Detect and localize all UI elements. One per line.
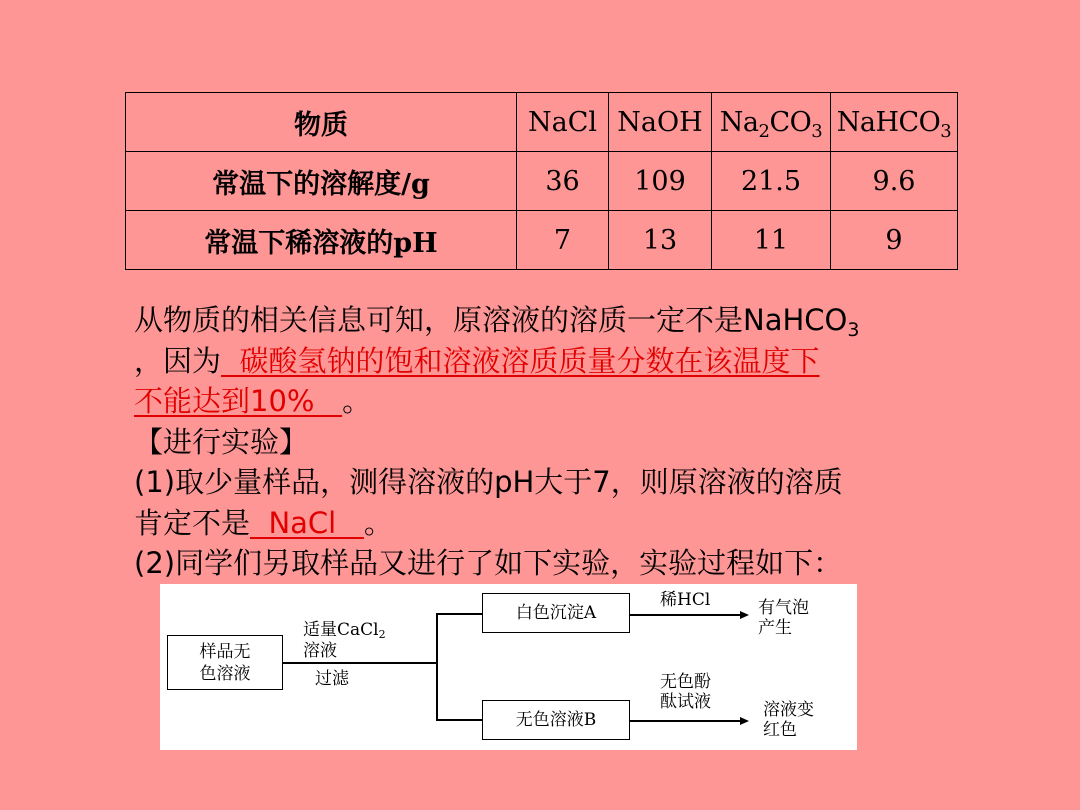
table-cell: 9	[831, 211, 958, 270]
header-na2co3	[712, 93, 831, 152]
table-row-ph	[126, 211, 958, 270]
table-header-row	[126, 93, 958, 152]
table-cell: 109	[609, 152, 712, 211]
reagent-hcl-label: 稀HCl	[660, 590, 711, 610]
table-cell: 9.6	[831, 152, 958, 211]
reagent-phenolphthalein-line-2: 酞试液	[660, 692, 711, 712]
table-cell: 21.5	[712, 152, 831, 211]
properties-table	[125, 92, 958, 270]
reagent-cacl2-label	[303, 620, 386, 640]
text-line-1	[134, 300, 964, 341]
line3-suffix: 。	[342, 384, 372, 418]
table-cell: 36	[517, 152, 609, 211]
row-label-ph: 常温下稀溶液的pH	[126, 211, 517, 270]
result-red-line-1: 溶液变	[763, 700, 814, 720]
line1-formula-sub: 3	[847, 319, 860, 341]
nahco3-sub: 3	[940, 120, 952, 142]
precipitate-box: 白色沉淀A	[482, 593, 630, 633]
step-2: (2)同学们另取样品又进行了如下实验，实验过程如下：	[134, 546, 843, 580]
na2co3-sub-2: 3	[811, 120, 823, 142]
result-bubbles-line-2: 产生	[758, 618, 792, 638]
nahco3-part-a: NaHCO	[836, 106, 941, 138]
step-1-line-1: (1)取少量样品，测得溶液的pH大于7，则原溶液的溶质	[134, 465, 843, 499]
step1-line2-suffix: 。	[363, 505, 393, 540]
flow-line-upper	[436, 613, 482, 615]
flow-line-branch	[436, 613, 438, 720]
answer-1-part-1: 碳酸氢钠的饱和溶液溶质质量分数在该温度下	[221, 343, 820, 378]
line1-formula: NaHCO	[743, 303, 848, 337]
table-cell: 7	[517, 211, 609, 270]
experiment-flow-diagram	[160, 584, 857, 750]
step1-line2-prefix: 肯定不是	[134, 505, 251, 540]
question-text	[134, 300, 964, 584]
flow-line-lower	[436, 719, 482, 721]
result-red-line-2: 红色	[763, 720, 797, 740]
reagent-solution-label: 溶液	[303, 641, 337, 661]
header-nacl: NaCl	[517, 93, 609, 152]
na2co3-sub-1: 2	[758, 120, 770, 142]
arrow-line-hcl	[630, 614, 742, 616]
reagent-phenolphthalein-line-1: 无色酚	[660, 672, 711, 692]
answer-1-part-2: 不能达到10%	[134, 384, 343, 418]
table-row-solubility	[126, 152, 958, 211]
answer-2: NaCl	[250, 505, 364, 540]
line2-prefix: ，因为	[134, 343, 222, 378]
flow-line-main	[283, 662, 437, 664]
na2co3-part-b: CO	[769, 106, 812, 138]
reagent-cacl2-text: 适量CaCl	[303, 620, 379, 640]
sample-box: 样品无 色溶液	[167, 635, 283, 690]
table-cell: 11	[712, 211, 831, 270]
header-substance: 物质	[126, 93, 517, 152]
filter-label: 过滤	[315, 669, 349, 689]
text-line-2	[134, 341, 964, 382]
line1-prefix: 从物质的相关信息可知，原溶液的溶质一定不是	[134, 303, 744, 337]
solution-box: 无色溶液B	[482, 700, 630, 740]
row-label-solubility: 常温下的溶解度/g	[126, 152, 517, 211]
text-line-3	[134, 381, 964, 422]
na2co3-part-a: Na	[719, 106, 759, 138]
table-cell: 13	[609, 211, 712, 270]
header-naoh: NaOH	[609, 93, 712, 152]
step-1-line-2	[134, 503, 964, 544]
arrow-head-hcl	[740, 611, 749, 619]
arrow-line-phenolphthalein	[630, 720, 742, 722]
header-nahco3	[831, 93, 958, 152]
section-heading: 【进行实验】	[134, 424, 309, 459]
reagent-cacl2-sub: 2	[378, 628, 386, 641]
result-bubbles-line-1: 有气泡	[758, 598, 809, 618]
arrow-head-phenolphthalein	[740, 717, 749, 725]
